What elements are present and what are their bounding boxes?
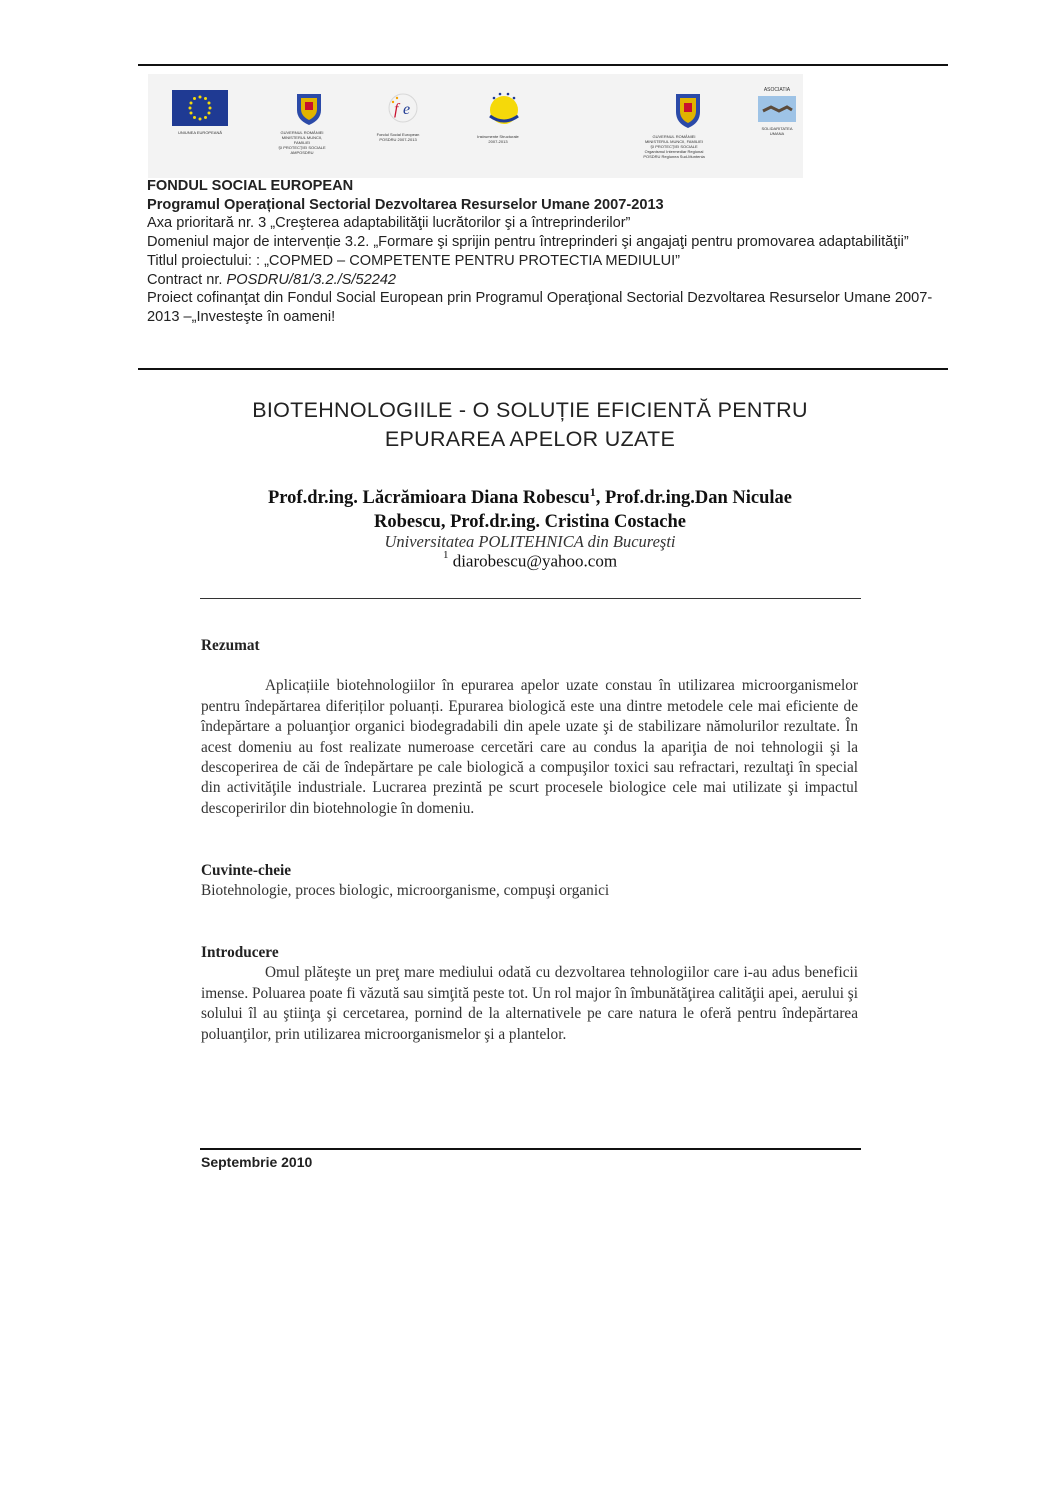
authors-rest-line-1: , Prof.dr.ing.Dan Niculae <box>595 488 793 509</box>
logo-caption: Fondul Social European POSDRU 2007-2013 <box>376 132 420 142</box>
keywords-text: Biotehnologie, proces biologic, microorganisme, compuşi organici <box>201 882 610 900</box>
abstract-heading: Rezumat <box>201 637 260 654</box>
program-name: Programul Operațional Sectorial Dezvoltarea Resurselor Umane 2007-2013 <box>147 196 664 213</box>
author-1-affiliation-marker: 1 <box>589 485 596 499</box>
authors-rest-line-2: Robescu, Prof.dr.ing. Cristina Costache <box>374 512 686 533</box>
footer-rule <box>200 1148 861 1150</box>
priority-axis: Axa prioritară nr. 3 „Creşterea adaptabilităţii lucrătorilor şi a întreprinderilor” <box>147 215 631 232</box>
logo-caption: Instrumente Structurale 2007-2013 <box>477 134 519 144</box>
abstract-text: Aplicațiile biotehnologiilor în epurarea apelor uzate constau în utilizarea microorganismelor pentru îndepărtarea diferiților poluanți. Epurarea biologică este una dintre metodele cele mai eficiente de îndepărtare a poluanţior organici biodegradabili din apele uzate şi de stabilizare nămolurilor rezultate. În acest domeniu au fost realizate numeroase cercetări care au condus la apariţia de noi tehnologii şi la descoperirea de căi de îndepărtare pe cale biologică a compuşilor toxici sau refractari, rezultaţi în special din activităţile industriale. Lucrarea prezintă pe scurt procesele biologice cele mai utilizate şi impactul descoperirilor din biotehnologie în domeniu. <box>201 677 858 817</box>
footer-date: Septembrie 2010 <box>201 1154 313 1170</box>
author-list <box>170 480 890 534</box>
intervention-domain: Domeniul major de intervenție 3.2. „Formare şi sprijin pentru întreprinderi şi angajaţi pentru promovarea adaptabilităţii” <box>147 234 909 251</box>
logo-caption: SOLIDARITATEA UMANA <box>761 126 793 136</box>
romania-coat-of-arms-icon <box>274 90 330 170</box>
fse-logo-icon <box>368 90 428 170</box>
svg-text:f: f <box>394 101 399 118</box>
affiliation: Universitatea POLITEHNICA din Bucureşti <box>384 532 676 551</box>
logo-caption: UNIUNEA EUROPEANĂ <box>177 130 222 135</box>
contract-line <box>147 271 939 290</box>
contract-number: POSDRU/81/3.2./S/52242 <box>226 271 397 288</box>
abstract-section <box>201 636 858 819</box>
svg-text:e: e <box>403 101 411 118</box>
fund-name: FONDUL SOCIAL EUROPEAN <box>147 178 354 194</box>
introduction-heading: Introducere <box>201 944 279 961</box>
romania-coat-of-arms-icon <box>632 90 716 176</box>
authors-divider <box>200 598 861 599</box>
project-title: Titlul proiectului: : „COPMED – COMPETENTE PENTRU PROTECTIA MEDIULUI” <box>147 252 681 269</box>
instrumente-structurale-icon <box>466 90 530 170</box>
paper-title <box>160 396 900 454</box>
logo-caption-top: ASOCIATIA <box>763 87 791 93</box>
keywords-section <box>201 861 858 902</box>
keywords-heading: Cuvinte-cheie <box>201 862 292 879</box>
header-bottom-rule <box>138 368 948 370</box>
handshake-logo-icon <box>754 88 800 148</box>
sponsor-logo-banner <box>148 74 803 178</box>
contact-email-line <box>170 551 890 572</box>
email-marker: 1 <box>442 549 449 561</box>
logo-caption: GUVERNUL ROMÂNIEI MINISTERUL MUNCII, FAMILIEI ŞI PROTECŢIEI SOCIALE Organismul Intermediar Regional POSDRU Regiunea Sud-Muntenia <box>643 134 705 159</box>
logo-caption: GUVERNUL ROMÂNIEI MINISTERUL MUNCII, FAMILIEI ŞI PROTECŢIEI SOCIALE AMPOSDRU <box>278 130 326 155</box>
author-1: Prof.dr.ing. Lăcrămioara Diana Robescu <box>267 488 590 509</box>
contact-email: diarobescu@yahoo.com <box>452 551 618 571</box>
introduction-section <box>201 943 858 1045</box>
contract-label: Contract nr. <box>147 271 227 288</box>
title-line-2: EPURAREA APELOR UZATE <box>384 427 676 451</box>
project-header <box>147 177 939 327</box>
title-line-1: BIOTEHNOLOGIILE - O SOLUȚIE EFICIENTĂ PENTRU <box>252 398 808 422</box>
introduction-text: Omul plăteşte un preţ mare mediului odată cu dezvoltarea tehnologiilor care i-au adus beneficii imense. Poluarea poate fi văzută sau simţită peste tot. Un rol major în îmbunătăţirea calităţii apei, aerului şi solului îl au ştiinţa şi cercetarea, pornind de la alternativele pe care natura le oferă pentru îndepărtarea poluanţilor, prin utilizarea microorganismelor şi a plantelor. <box>201 964 858 1043</box>
cofinancing-note: Proiect cofinanţat din Fondul Social European prin Programul Operaţional Sectorial Dezvoltarea Resurselor Umane 2007-2013 –„Investeşte în oameni! <box>147 290 933 325</box>
eu-flag-icon <box>172 90 228 136</box>
header-top-rule <box>138 64 948 66</box>
